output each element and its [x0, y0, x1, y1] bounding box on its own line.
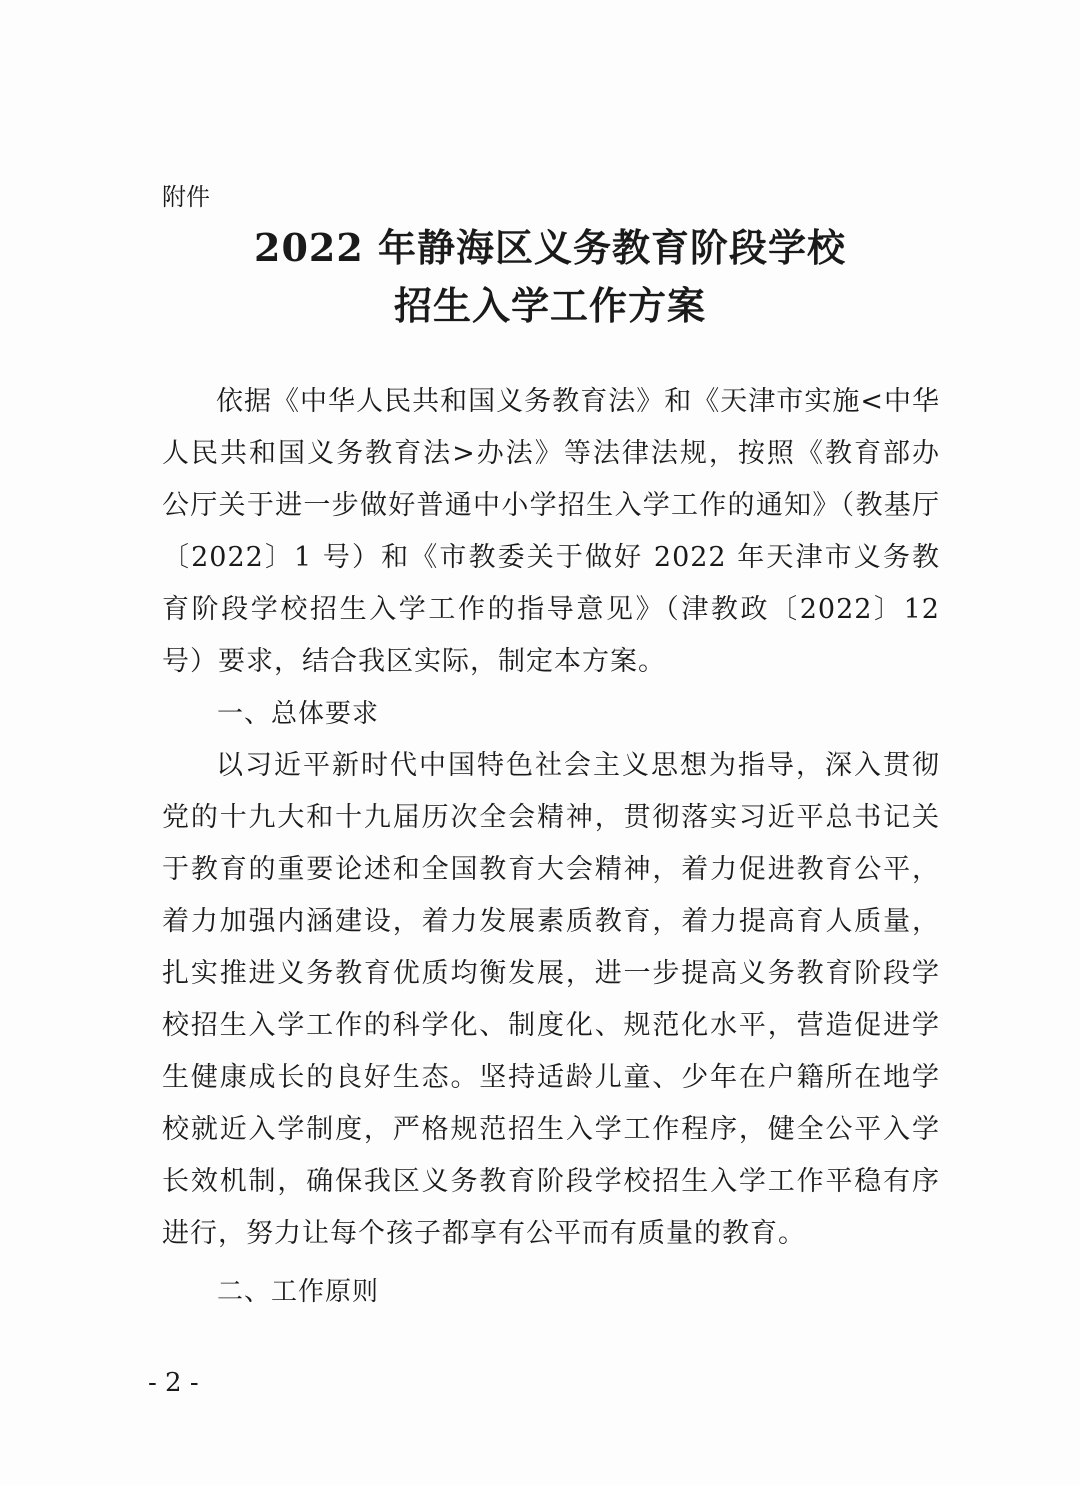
- general-requirements-paragraph: 以习近平新时代中国特色社会主义思想为指导，深入贯彻党的十九大和十九届历次全会精神，贯彻落实习近平总书记关于教育的重要论述和全国教育大会精神，着力促进教育公平，着力加强内涵建设，着力发展素质教育，着力提高育人质量，扎实推进义务教育优质均衡发展，进一步提高义务教育阶段学校招生入学工作的科学化、制度化、规范化水平，营造促进学生健康成长的良好生态。坚持适龄儿童、少年在户籍所在地学校就近入学制度，严格规范招生入学工作程序，健全公平入学长效机制，确保我区义务教育阶段学校招生入学工作平稳有序进行，努力让每个孩子都享有公平而有质量的教育。: [162, 750, 940, 1249]
- page-number: - 2 -: [148, 1368, 199, 1398]
- document-body: [162, 376, 940, 1318]
- intro-paragraph: 依据《中华人民共和国义务教育法》和《天津市实施<中华人民共和国义务教育法>办法》等法律法规，按照《教育部办公厅关于进一步做好普通中小学招生入学工作的通知》（教基厅〔2022〕1 号）和《市教委关于做好 2022 年天津市义务教育阶段学校招生入学工作的指导意见》（津教政〔2022〕12 号）要求，结合我区实际，制定本方案。: [162, 386, 940, 677]
- section-heading-general-requirements: 一、总体要求: [217, 699, 380, 729]
- attachment-label: 附件: [162, 183, 210, 211]
- title-line-2: 招生入学工作方案: [393, 283, 706, 328]
- document-title: [160, 222, 940, 338]
- title-line-1: 2022 年静海区义务教育阶段学校: [254, 225, 846, 270]
- section-heading-work-principles: 二、工作原则: [217, 1277, 380, 1307]
